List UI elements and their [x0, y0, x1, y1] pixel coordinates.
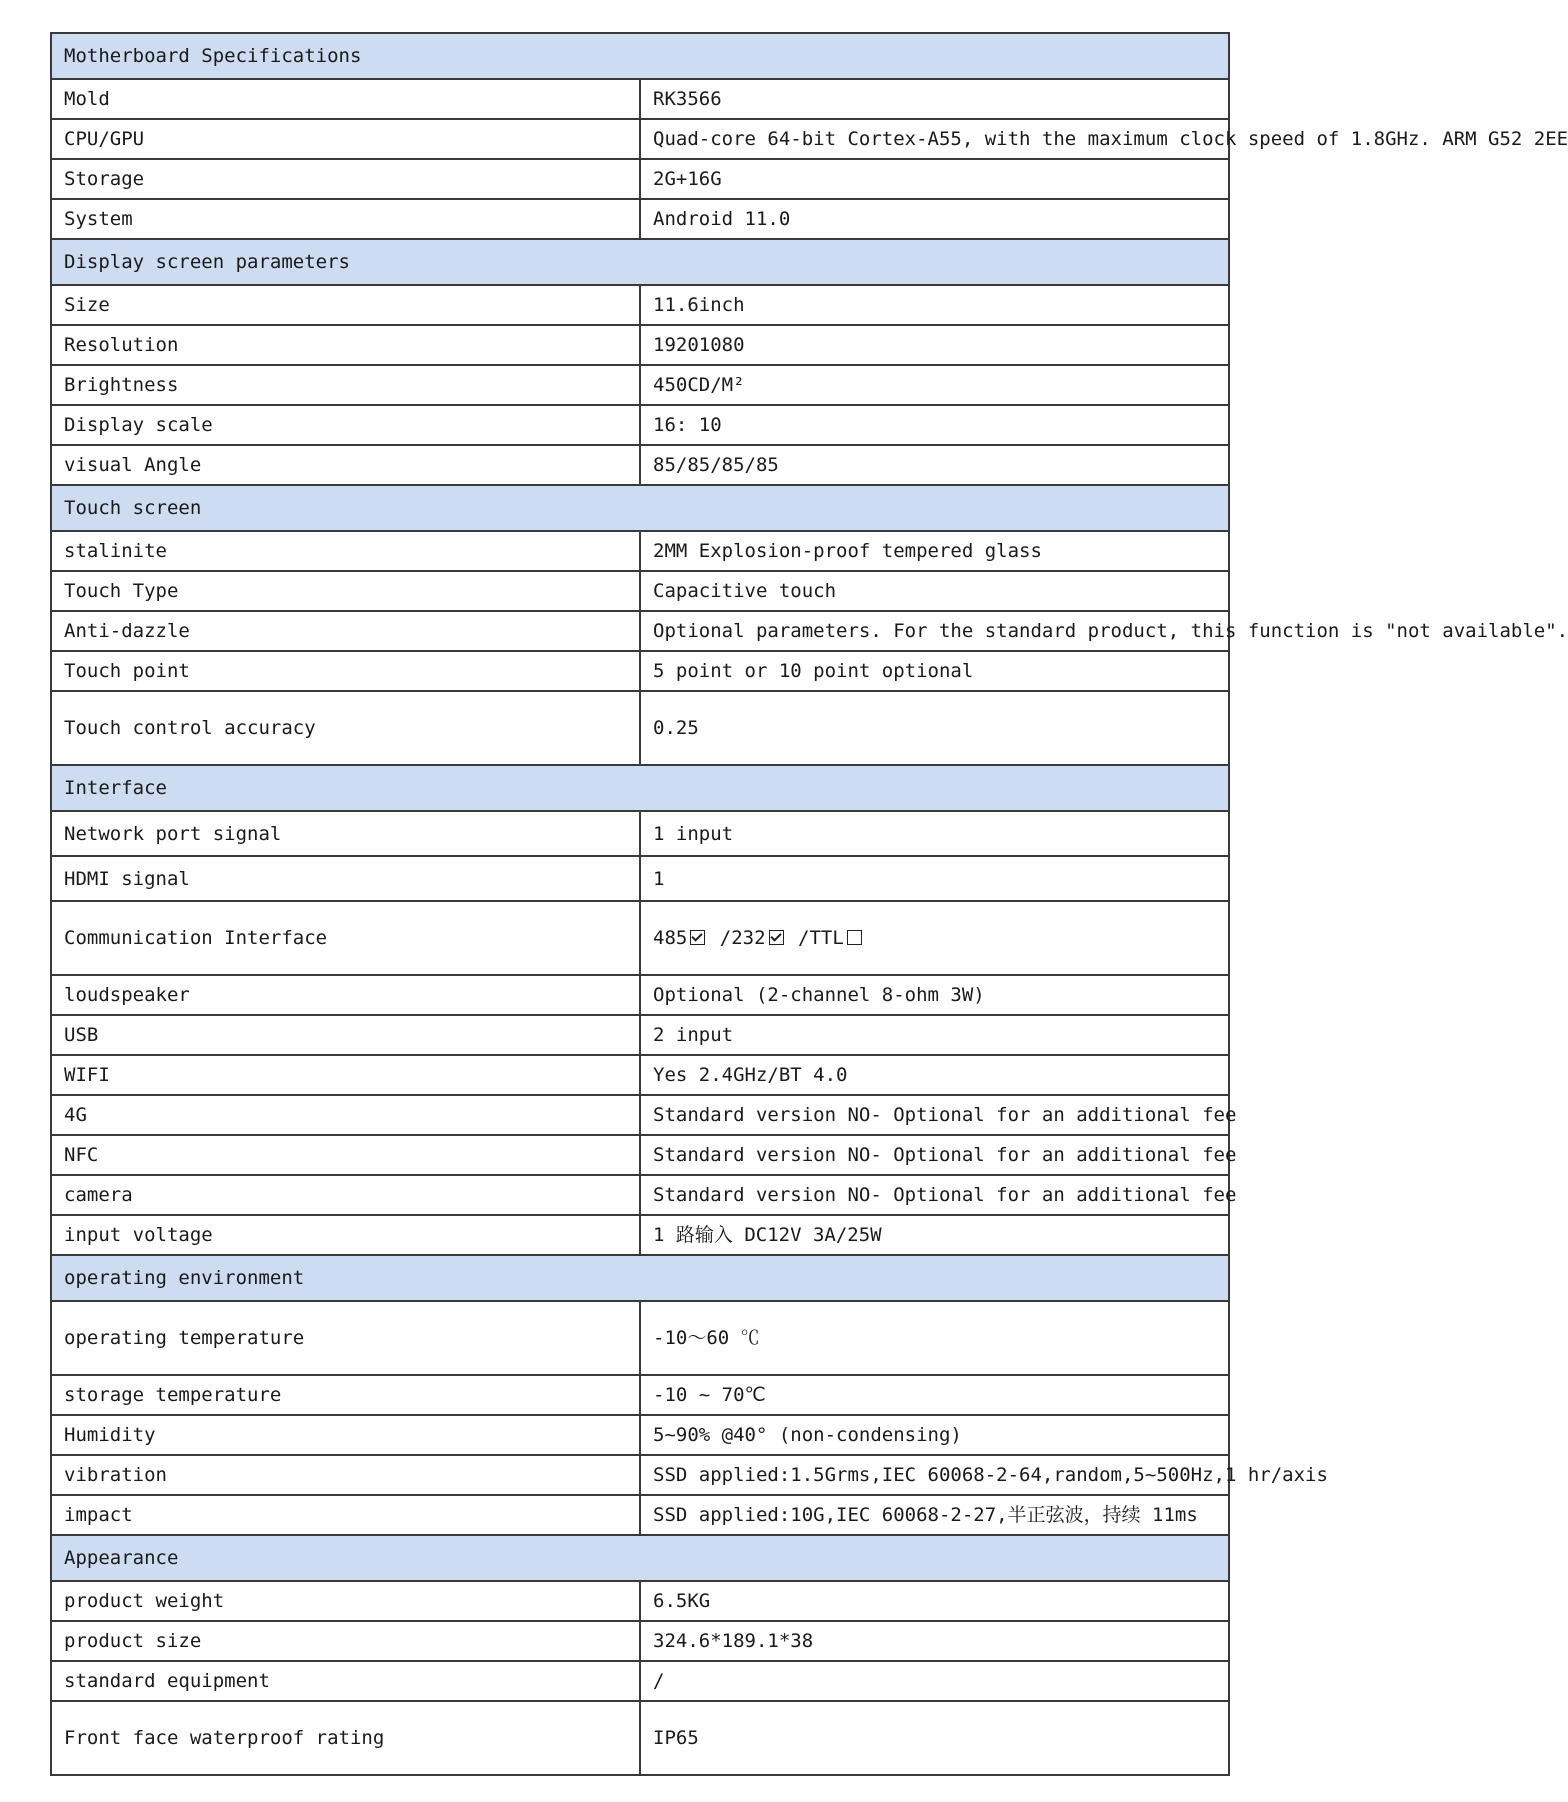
table-row — [51, 1375, 1229, 1415]
table-row — [51, 1015, 1229, 1055]
spec-label: Front face waterproof rating — [51, 1701, 640, 1775]
spec-label: product weight — [51, 1581, 640, 1621]
spec-label: USB — [51, 1015, 640, 1055]
spec-label: operating temperature — [51, 1301, 640, 1375]
spec-label: CPU/GPU — [51, 119, 640, 159]
spec-value: RK3566 — [640, 79, 1229, 119]
table-row — [51, 975, 1229, 1015]
checkbox-empty-icon — [847, 930, 862, 945]
spec-value: SSD applied:10G,IEC 60068-2-27,半正弦波，持续 11ms — [640, 1495, 1229, 1535]
spec-value: / — [640, 1661, 1229, 1701]
section-title: operating environment — [51, 1255, 1229, 1301]
spec-label: Touch Type — [51, 571, 640, 611]
spec-label: Network port signal — [51, 811, 640, 856]
table-row — [51, 1661, 1229, 1701]
table-row — [51, 1095, 1229, 1135]
spec-label: storage temperature — [51, 1375, 640, 1415]
section-header — [51, 1535, 1229, 1581]
spec-value: Standard version NO- Optional for an additional fee — [640, 1095, 1229, 1135]
section-header — [51, 33, 1229, 79]
section-title: Interface — [51, 765, 1229, 811]
spec-label: standard equipment — [51, 1661, 640, 1701]
spec-value — [640, 901, 1229, 975]
table-row — [51, 901, 1229, 975]
table-row — [51, 1301, 1229, 1375]
section-title: Appearance — [51, 1535, 1229, 1581]
section-header — [51, 765, 1229, 811]
spec-label: loudspeaker — [51, 975, 640, 1015]
spec-label: input voltage — [51, 1215, 640, 1255]
spec-label: 4G — [51, 1095, 640, 1135]
section-title: Display screen parameters — [51, 239, 1229, 285]
spec-value: -10～60 ℃ — [640, 1301, 1229, 1375]
spec-value: Optional parameters. For the standard product, this function is "not available". — [640, 611, 1229, 651]
table-row — [51, 811, 1229, 856]
table-row — [51, 1215, 1229, 1255]
table-row — [51, 1415, 1229, 1455]
table-row — [51, 611, 1229, 651]
spec-value: 6.5KG — [640, 1581, 1229, 1621]
table-row — [51, 571, 1229, 611]
spec-label: Touch control accuracy — [51, 691, 640, 765]
comm-option-232: /232 — [719, 927, 766, 949]
spec-value: 11.6inch — [640, 285, 1229, 325]
table-row — [51, 199, 1229, 239]
spec-value: Android 11.0 — [640, 199, 1229, 239]
table-row — [51, 1175, 1229, 1215]
table-row — [51, 79, 1229, 119]
spec-label: product size — [51, 1621, 640, 1661]
spec-value: 1 input — [640, 811, 1229, 856]
table-row — [51, 1701, 1229, 1775]
spec-value: 450CD/M² — [640, 365, 1229, 405]
spec-value: 16: 10 — [640, 405, 1229, 445]
table-row — [51, 285, 1229, 325]
table-row — [51, 1135, 1229, 1175]
spec-label: Anti-dazzle — [51, 611, 640, 651]
spec-value: 19201080 — [640, 325, 1229, 365]
section-title: Motherboard Specifications — [51, 33, 1229, 79]
table-row — [51, 1055, 1229, 1095]
table-row — [51, 119, 1229, 159]
spec-label: Brightness — [51, 365, 640, 405]
comm-option-ttl: /TTL — [798, 927, 844, 949]
spec-table — [50, 32, 1568, 1776]
spec-label: Resolution — [51, 325, 640, 365]
spec-value: 2G+16G — [640, 159, 1229, 199]
spec-value: 85/85/85/85 — [640, 445, 1229, 485]
table-row — [51, 1621, 1229, 1661]
spec-label: WIFI — [51, 1055, 640, 1095]
table-row — [51, 1495, 1229, 1535]
spec-label: NFC — [51, 1135, 640, 1175]
section-header — [51, 239, 1229, 285]
spec-label: vibration — [51, 1455, 640, 1495]
table-row — [51, 365, 1229, 405]
spec-label: Touch point — [51, 651, 640, 691]
spec-value: Quad-core 64-bit Cortex-A55, with the maximum clock speed of 1.8GHz. ARM G52 2EE — [640, 119, 1229, 159]
section-title: Touch screen — [51, 485, 1229, 531]
checkbox-checked-icon — [690, 930, 705, 945]
table-row — [51, 1581, 1229, 1621]
spec-label: Mold — [51, 79, 640, 119]
spec-value: Standard version NO- Optional for an additional fee — [640, 1135, 1229, 1175]
comm-option-485: 485 — [653, 927, 688, 949]
table-row — [51, 159, 1229, 199]
spec-value: 324.6*189.1*38 — [640, 1621, 1229, 1661]
spec-value: 5 point or 10 point optional — [640, 651, 1229, 691]
spec-value: 5~90% @40° (non-condensing) — [640, 1415, 1229, 1455]
spec-label: Size — [51, 285, 640, 325]
table-row — [51, 651, 1229, 691]
spec-label: HDMI signal — [51, 856, 640, 901]
spec-label: visual Angle — [51, 445, 640, 485]
table-row — [51, 531, 1229, 571]
spec-value: Standard version NO- Optional for an additional fee — [640, 1175, 1229, 1215]
spec-value: -10 ~ 70℃ — [640, 1375, 1229, 1415]
spec-label: Display scale — [51, 405, 640, 445]
spec-value: 2MM Explosion-proof tempered glass — [640, 531, 1229, 571]
spec-value: 2 input — [640, 1015, 1229, 1055]
spec-value: 0.25 — [640, 691, 1229, 765]
spec-value: SSD applied:1.5Grms,IEC 60068-2-64,random,5~500Hz,1 hr/axis — [640, 1455, 1229, 1495]
spec-label: System — [51, 199, 640, 239]
spec-label: stalinite — [51, 531, 640, 571]
spec-label: Humidity — [51, 1415, 640, 1455]
spec-value: Capacitive touch — [640, 571, 1229, 611]
table-row — [51, 325, 1229, 365]
table-row — [51, 856, 1229, 901]
spec-label: Communication Interface — [51, 901, 640, 975]
section-header — [51, 1255, 1229, 1301]
spec-label: camera — [51, 1175, 640, 1215]
spec-value: Yes 2.4GHz/BT 4.0 — [640, 1055, 1229, 1095]
checkbox-checked-icon — [769, 930, 784, 945]
table-row — [51, 445, 1229, 485]
spec-value: IP65 — [640, 1701, 1229, 1775]
table-row — [51, 1455, 1229, 1495]
table-row — [51, 405, 1229, 445]
spec-label: impact — [51, 1495, 640, 1535]
spec-value: 1 — [640, 856, 1229, 901]
spec-value: 1 路输入 DC12V 3A/25W — [640, 1215, 1229, 1255]
table-row — [51, 691, 1229, 765]
spec-value: Optional (2-channel 8-ohm 3W) — [640, 975, 1229, 1015]
section-header — [51, 485, 1229, 531]
spec-label: Storage — [51, 159, 640, 199]
